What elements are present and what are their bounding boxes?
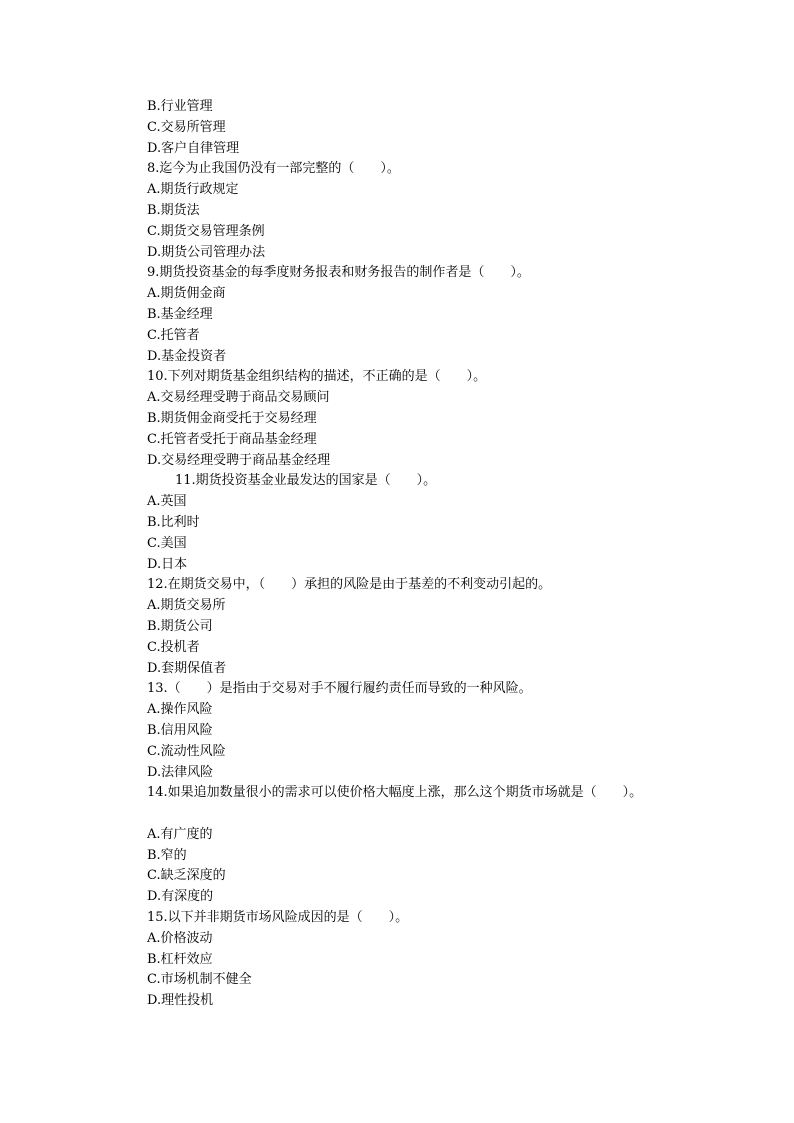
question-12: 12.在期货交易中，（ ）承担的风险是由于基差的不利变动引起的。 [147, 577, 552, 593]
option-line: D.日本 [147, 556, 188, 572]
question-14: 14.如果追加数量很小的需求可以使价格大幅度上涨，那么这个期货市场就是（ ）。 [147, 785, 643, 801]
option-line: D.交易经理受聘于商品基金经理 [147, 452, 331, 468]
option-line: D.法律风险 [147, 764, 214, 780]
option-line: C.市场机制不健全 [147, 972, 252, 988]
option-line: B.期货法 [147, 202, 200, 218]
option-line: D.套期保值者 [147, 660, 227, 676]
question-10: 10.下列对期货基金组织结构的描述，不正确的是（ ）。 [147, 369, 487, 385]
option-line: A.期货佣金商 [147, 286, 226, 302]
question-text-block [147, 97, 707, 1012]
option-line: C.缺乏深度的 [147, 868, 226, 884]
option-line: A.期货行政规定 [147, 182, 239, 198]
option-line: C.流动性风险 [147, 743, 226, 759]
option-line: C.托管者 [147, 327, 200, 343]
option-line: B.窄的 [147, 847, 187, 863]
blank-line [147, 804, 707, 825]
question-8: 8.迄今为止我国仍没有一部完整的（ ）。 [147, 161, 400, 177]
option-line: B.期货佣金商受托于交易经理 [147, 410, 317, 426]
option-line: D.理性投机 [147, 993, 214, 1009]
option-line: B.行业管理 [147, 99, 213, 114]
question-15: 15.以下并非期货市场风险成因的是（ ）。 [147, 910, 409, 926]
option-line: C.投机者 [147, 639, 200, 655]
option-line: A.英国 [147, 494, 187, 510]
option-line: C.美国 [147, 535, 187, 551]
option-line: A.期货交易所 [147, 598, 226, 614]
option-line: B.比利时 [147, 514, 200, 530]
option-line: B.杠杆效应 [147, 951, 213, 967]
option-line: C.托管者受托于商品基金经理 [147, 431, 317, 447]
option-line: D.期货公司管理办法 [147, 244, 266, 260]
question-13: 13.（ ）是指由于交易对手不履行履约责任而导致的一种风险。 [147, 681, 532, 697]
question-11: 11.期货投资基金业最发达的国家是（ ）。 [175, 473, 437, 489]
option-line: A.有广度的 [147, 826, 213, 842]
option-line: D.客户自律管理 [147, 140, 240, 156]
option-line: A.价格波动 [147, 930, 213, 946]
option-line: C.交易所管理 [147, 119, 226, 135]
option-line: B.期货公司 [147, 618, 213, 634]
option-line: D.基金投资者 [147, 348, 227, 364]
option-line: C.期货交易管理条例 [147, 223, 265, 239]
option-line: A.操作风险 [147, 702, 213, 718]
option-line: B.基金经理 [147, 306, 213, 322]
option-line: D.有深度的 [147, 889, 214, 905]
question-9: 9.期货投资基金的每季度财务报表和财务报告的制作者是（ ）。 [147, 265, 530, 281]
option-line: A.交易经理受聘于商品交易顾问 [147, 390, 330, 406]
option-line: B.信用风险 [147, 722, 213, 738]
